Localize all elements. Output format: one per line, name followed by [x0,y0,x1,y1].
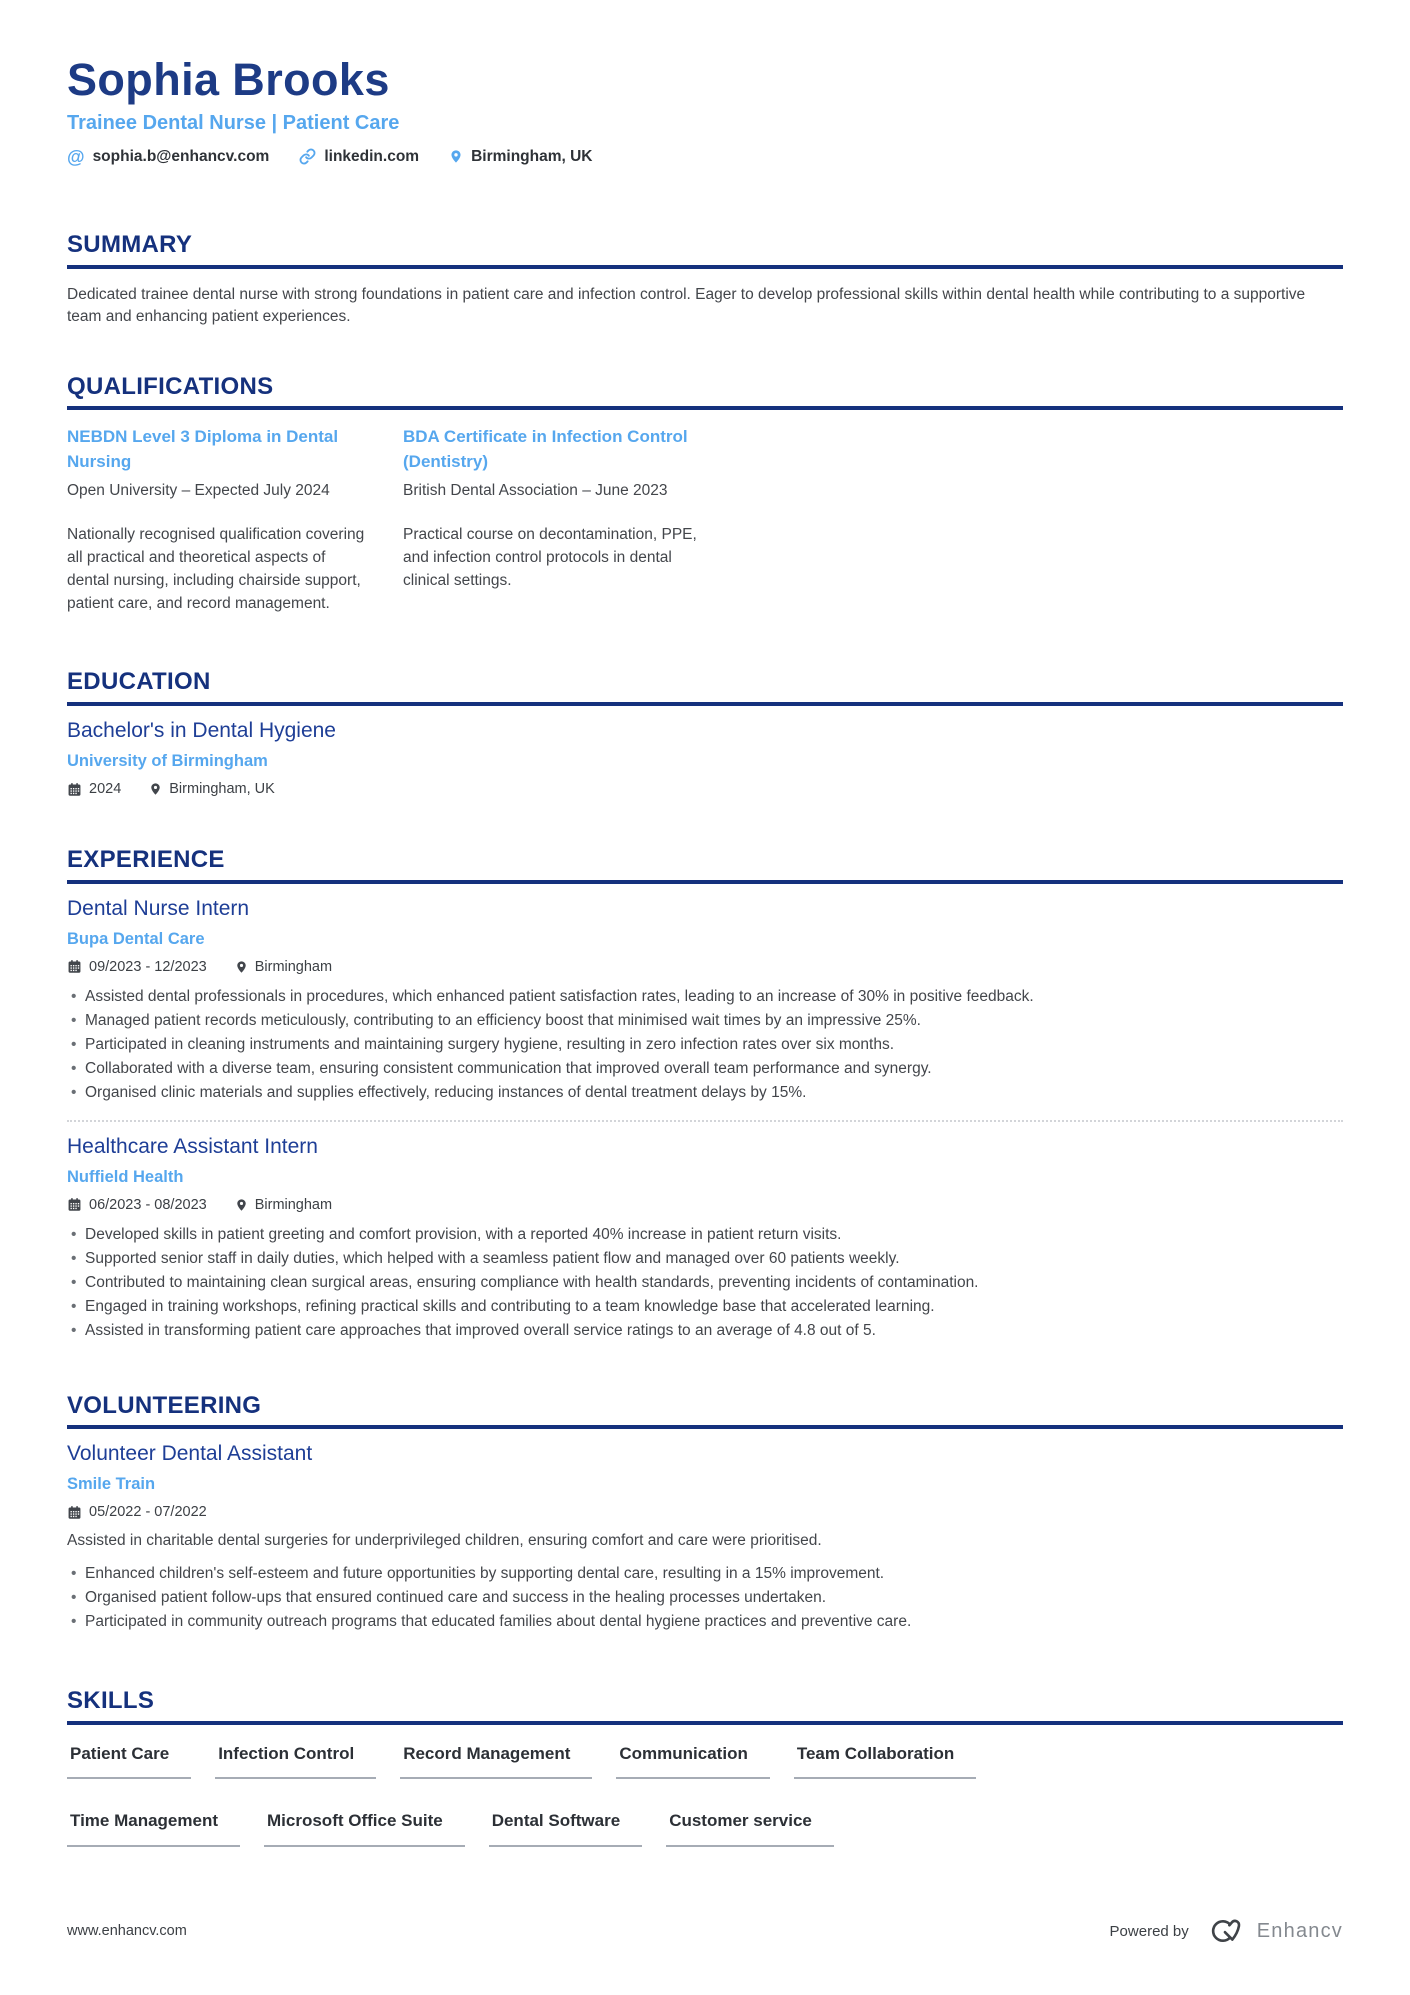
section-divider [67,265,1343,269]
bullet-item: • Participated in community outreach programs that educated families about dental hygiene practices and preventive care. [67,1610,1343,1634]
skill-item: Patient Care [67,1743,191,1779]
experience-entry [67,896,1343,1105]
job-location [235,1197,332,1213]
section-title-volunteering: VOLUNTEERING [67,1391,262,1419]
link-icon [299,148,316,165]
section-skills [67,1688,1343,1846]
section-divider [67,880,1343,884]
job-dates [67,1197,207,1213]
skill-item: Infection Control [215,1743,376,1779]
section-divider [67,406,1343,410]
experience-entry [67,1134,1343,1343]
qualifications-grid [67,424,1343,615]
job-dates-text: 09/2023 - 12/2023 [89,958,207,975]
volunteer-bullet-list [67,1562,1343,1634]
qualification-item [67,424,367,615]
section-title-qualifications: QUALIFICATIONS [67,372,274,400]
volunteer-dates-text: 05/2022 - 07/2022 [89,1504,207,1521]
volunteer-dates [67,1504,207,1520]
job-bullet-list [67,985,1343,1105]
contact-location-text: Birmingham, UK [471,147,593,165]
powered-by-brand[interactable] [1110,1917,1343,1945]
bullet-item: • Supported senior staff in daily duties, which helped with a seamless patient flow and managed over 60 patients weekly. [67,1247,1343,1271]
qualification-title: NEBDN Level 3 Diploma in Dental Nursing [67,427,339,472]
skill-item: Time Management [67,1810,240,1846]
bullet-item: • Assisted dental professionals in procedures, which enhanced patient satisfaction rates, leading to an increase of 30% in positive feedback. [67,985,1343,1009]
qualification-item [403,424,703,615]
skill-item: Record Management [400,1743,592,1779]
section-title-education: EDUCATION [67,668,211,696]
section-divider [67,1425,1343,1429]
bullet-item: • Enhanced children's self-esteem and future opportunities by supporting dental care, resulting in a 15% improvement. [67,1562,1343,1586]
person-job-title: Trainee Dental Nurse | Patient Care [67,111,400,134]
bullet-item: • Organised patient follow-ups that ensured continued care and success in the healing processes undertaken. [67,1586,1343,1610]
section-title-skills: SKILLS [67,1687,155,1715]
bullet-item: • Assisted in transforming patient care approaches that improved overall service ratings to an average of 4.8 out of 5. [67,1319,1343,1343]
education-location [149,781,275,797]
bullet-item: • Participated in cleaning instruments and maintaining surgery hygiene, resulting in zero infection rates over six months. [67,1033,1343,1057]
contact-email[interactable] [67,148,269,166]
qualification-title: BDA Certificate in Infection Control (Dentistry) [403,427,688,472]
resume-header [67,56,1343,166]
contact-location [449,148,592,166]
calendar-icon [67,1197,82,1212]
pin-icon [149,781,162,797]
job-meta-row [67,959,1343,975]
contact-link[interactable] [299,148,419,166]
at-icon: @ [67,146,85,167]
skill-item: Customer service [666,1810,834,1846]
powered-by-text: Powered by [1109,1922,1189,1940]
bullet-item: • Contributed to maintaining clean surgical areas, ensuring compliance with health standards, preventing incidents of contamination. [67,1271,1343,1295]
qualification-description: Practical course on decontamination, PPE, and infection control protocols in dental clinical settings. [403,526,697,590]
bullet-item: • Collaborated with a diverse team, ensuring consistent communication that improved overall team performance and synergy. [67,1057,1343,1081]
contact-email-text: sophia.b@enhancv.com [92,147,270,165]
skills-row [67,1810,1343,1846]
section-education [67,669,1343,797]
education-degree: Bachelor's in Dental Hygiene [67,719,336,743]
skill-item: Microsoft Office Suite [264,1810,465,1846]
brand-wordmark: Enhancv [1256,1919,1343,1942]
education-year [67,781,121,797]
job-meta-row [67,1197,1343,1213]
section-divider [67,1721,1343,1725]
calendar-icon [67,959,82,974]
job-location-text: Birmingham [254,958,333,975]
entry-dashed-divider [67,1120,1343,1122]
education-meta-row [67,781,1343,797]
skills-row [67,1743,1343,1779]
section-title-summary: SUMMARY [67,230,193,258]
contact-link-text: linkedin.com [324,147,420,165]
enhancv-infinity-icon [1202,1917,1244,1945]
job-title: Healthcare Assistant Intern [67,1134,318,1158]
summary-text: Dedicated trainee dental nurse with strong foundations in patient care and infection control. Eager to develop professional skills within dental health while contributing to a supportive team and enhancing patient experiences. [67,285,1306,325]
skill-item: Team Collaboration [794,1743,976,1779]
section-summary [67,232,1343,328]
qualification-org: British Dental Association – June 2023 [403,482,668,500]
education-location-text: Birmingham, UK [169,781,275,798]
volunteer-role: Volunteer Dental Assistant [67,1442,313,1466]
pin-icon [235,1197,248,1213]
job-title: Dental Nurse Intern [67,896,250,920]
section-title-experience: EXPERIENCE [67,846,225,874]
education-school: University of Birmingham [67,752,268,771]
job-bullet-list [67,1223,1343,1343]
contact-row [67,148,1343,166]
job-company: Bupa Dental Care [67,929,205,948]
volunteer-intro: Assisted in charitable dental surgeries for underprivileged children, ensuring comfort and care were prioritised. [67,1532,822,1550]
pin-icon [235,959,248,975]
bullet-item: • Developed skills in patient greeting and comfort provision, with a reported 40% increase in patient return visits. [67,1223,1343,1247]
section-qualifications [67,374,1343,616]
section-divider [67,702,1343,706]
job-dates-text: 06/2023 - 08/2023 [89,1196,207,1213]
job-company: Nuffield Health [67,1167,184,1186]
section-experience [67,847,1343,1342]
bullet-item: • Organised clinic materials and supplies effectively, reducing instances of dental treatment delays by 15%. [67,1081,1343,1105]
calendar-icon [67,782,82,797]
education-year-text: 2024 [89,781,122,798]
skill-item: Communication [616,1743,769,1779]
footer-url[interactable]: www.enhancv.com [67,1923,187,1939]
pin-icon [449,148,463,165]
bullet-item: • Managed patient records meticulously, contributing to an efficiency boost that minimised wait times by an impressive 25%. [67,1009,1343,1033]
page-footer [67,1877,1343,1945]
job-location [235,959,332,975]
job-dates [67,959,207,975]
job-location-text: Birmingham [254,1196,333,1213]
skill-item: Dental Software [489,1810,642,1846]
bullet-item: • Engaged in training workshops, refining practical skills and contributing to a team knowledge base that accelerated learning. [67,1295,1343,1319]
person-name: Sophia Brooks [67,54,390,105]
qualification-description: Nationally recognised qualification covering all practical and theoretical aspects of dental nursing, including chairside support, patient care, and record management. [67,526,365,613]
calendar-icon [67,1505,82,1520]
qualification-org: Open University – Expected July 2024 [67,482,330,500]
volunteer-org: Smile Train [67,1475,156,1494]
volunteer-meta-row [67,1504,1343,1520]
section-volunteering [67,1393,1343,1635]
